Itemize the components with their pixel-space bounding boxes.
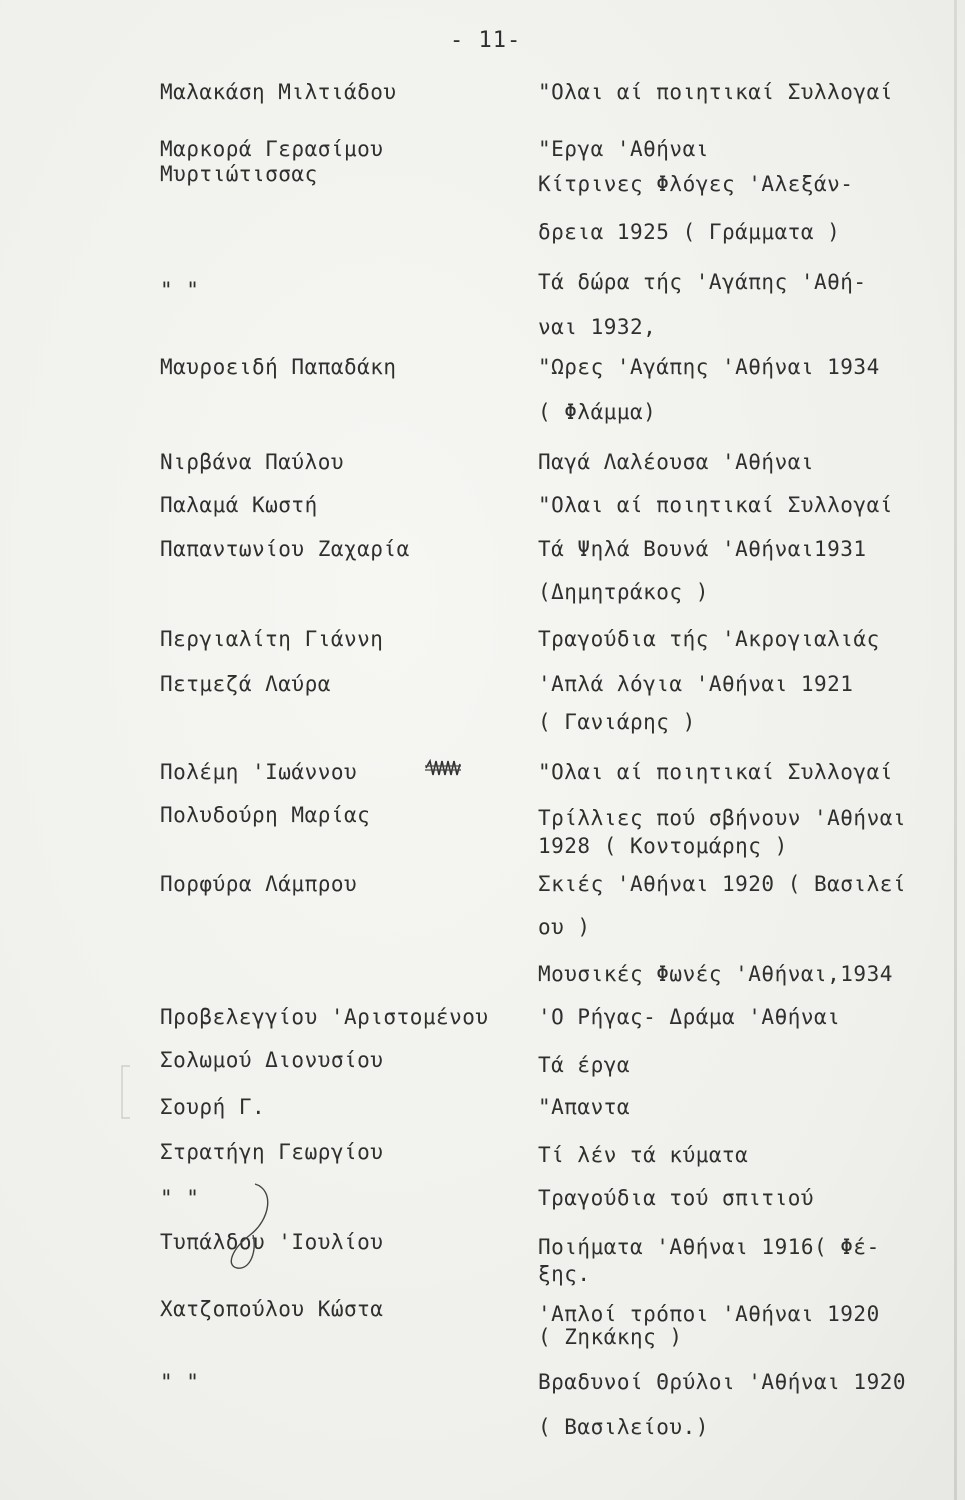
work-title: Τραγούδια τού σπιτιού <box>538 1186 815 1210</box>
work-title: Παγά Λαλέουσα 'Αθήναι <box>538 450 815 474</box>
work-title: Βραδυνοί Θρύλοι 'Αθήναι 1920 <box>538 1370 907 1394</box>
work-title: 'Απλά λόγια 'Αθήναι 1921 <box>538 672 854 696</box>
work-title: "Ολαι αί ποιητικαί Συλλογαί <box>538 493 893 517</box>
work-title: Σκιές 'Αθήναι 1920 ( Βασιλεί <box>538 872 907 896</box>
work-title: Τί λέν τά κύματα <box>538 1143 749 1167</box>
author-name: Μαρκορά Γερασίμου <box>160 137 384 161</box>
work-title-continued: ( Ζηκάκης ) <box>538 1325 683 1349</box>
author-name: Προβελεγγίου 'Αριστομένου <box>160 1005 489 1029</box>
work-title-continued: ( Γανιάρης ) <box>538 710 696 734</box>
handwritten-flourish <box>215 1180 285 1270</box>
work-title-continued: ( Βασιλείου.) <box>538 1415 709 1439</box>
work-title: "Ολαι αί ποιητικαί Συλλογαί <box>538 760 893 784</box>
work-title: "Ολαι αί ποιητικαί Συλλογαί <box>538 80 893 104</box>
work-title: "Ωρες 'Αγάπης 'Αθήναι 1934 <box>538 355 880 379</box>
work-title: Τραγούδια τής 'Ακρογιαλιάς <box>538 627 880 651</box>
work-title: Τά δώρα τής 'Αγάπης 'Αθή- <box>538 270 867 294</box>
author-name: Πολυδούρη Μαρίας <box>160 803 371 827</box>
work-title-continued: ξης. <box>538 1262 591 1286</box>
author-name: Νιρβάνα Παύλου <box>160 450 345 474</box>
work-title: Ποιήματα 'Αθήναι 1916( Φέ- <box>538 1235 880 1259</box>
ditto-mark: " " <box>160 1370 200 1394</box>
margin-bracket <box>100 1062 140 1122</box>
work-title: "Απαντα <box>538 1095 631 1119</box>
work-title: Τά Ψηλά Βουνά 'Αθήναι1931 <box>538 537 867 561</box>
work-title-continued: ναι 1932, <box>538 315 657 339</box>
author-name: Μυρτιώτισσας <box>160 162 318 186</box>
ditto-mark: " " <box>160 1186 200 1210</box>
work-title: Τρίλλιες πού σβήνουν 'Αθήναι <box>538 806 907 830</box>
work-title-continued: δρεια 1925 ( Γράμματα ) <box>538 220 841 244</box>
work-title-continued: 1928 ( Κοντομάρης ) <box>538 834 788 858</box>
struck-out-text <box>425 758 461 778</box>
work-title: Τά έργα <box>538 1053 631 1077</box>
author-name: Πετμεζά Λαύρα <box>160 672 331 696</box>
author-name: Πολέμη 'Ιωάννου <box>160 760 358 784</box>
work-title: "Εργα 'Αθήναι <box>538 137 709 161</box>
author-name: Σολωμού Διονυσίου <box>160 1048 384 1072</box>
author-name: Χατζοπούλου Κώστα <box>160 1297 384 1321</box>
author-name: Παλαμά Κωστή <box>160 493 318 517</box>
author-name: Μαυροειδή Παπαδάκη <box>160 355 397 379</box>
work-title-continued: ου ) <box>538 915 591 939</box>
work-title-continued: ( Φλάμμα) <box>538 400 657 424</box>
work-title: 'Απλοί τρόποι 'Αθήναι 1920 <box>538 1302 880 1326</box>
page-number: - 11- <box>450 28 522 53</box>
author-name: Παπαντωνίου Ζαχαρία <box>160 537 410 561</box>
author-name: Τυπάλδου 'Ιουλίου <box>160 1230 384 1254</box>
work-title: Μουσικές Φωνές 'Αθήναι,1934 <box>538 962 893 986</box>
author-name: Μαλακάση Μιλτιάδου <box>160 80 397 104</box>
ditto-mark: " " <box>160 278 200 302</box>
author-name: Περγιαλίτη Γιάννη <box>160 627 384 651</box>
page-edge <box>954 0 957 1500</box>
work-title-continued: (Δημητράκος ) <box>538 580 709 604</box>
work-title: Κίτρινες Φλόγες 'Αλεξάν- <box>538 172 854 196</box>
work-title: 'Ο Ρήγας- Δράμα 'Αθήναι <box>538 1005 841 1029</box>
author-name: Στρατήγη Γεωργίου <box>160 1140 384 1164</box>
author-name: Σουρή Γ. <box>160 1095 266 1119</box>
author-name: Πορφύρα Λάμπρου <box>160 872 358 896</box>
